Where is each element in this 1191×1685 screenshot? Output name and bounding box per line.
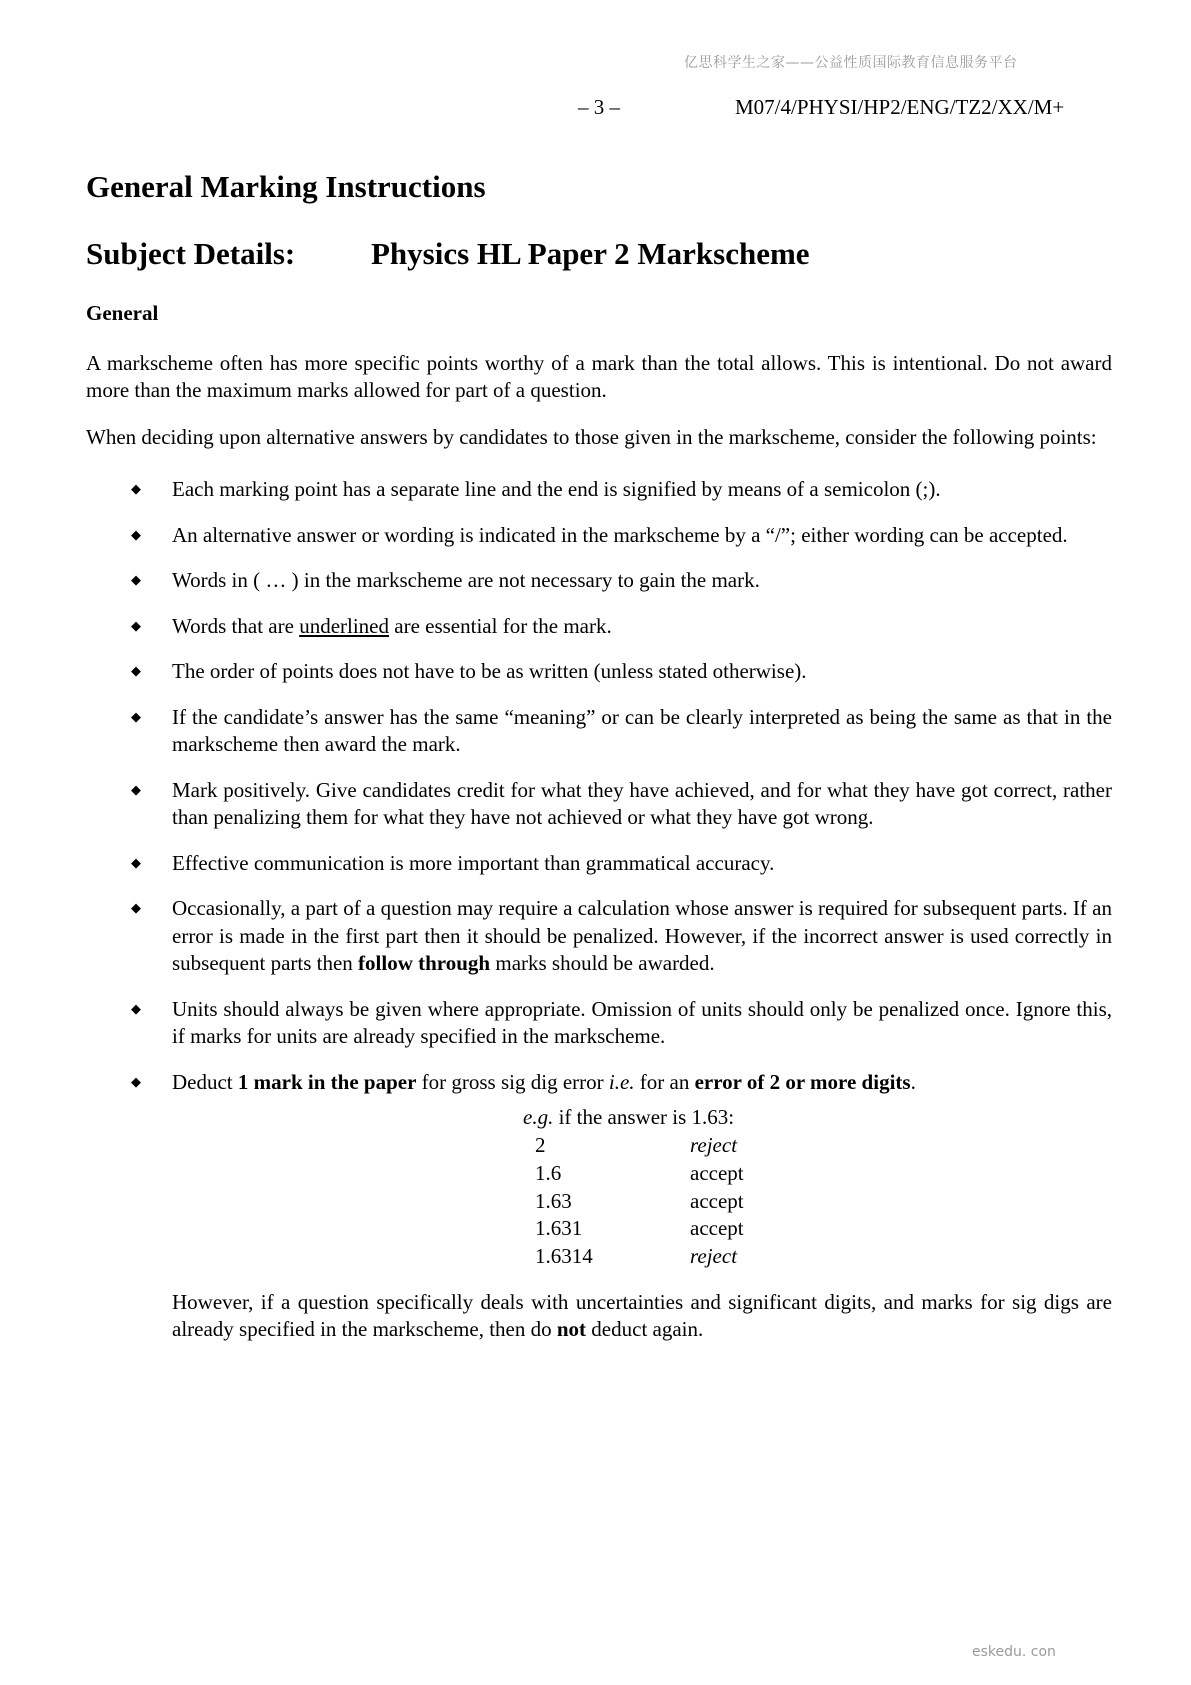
example-row: [523, 1243, 1112, 1271]
diamond-bullet-icon: ◆: [131, 782, 141, 798]
header-watermark: 亿思科学生之家——公益性质国际教育信息服务平台: [684, 55, 1018, 71]
italic-text: i.e.: [608, 1069, 635, 1094]
page-number: – 3 –: [578, 95, 620, 119]
example-value: 2: [535, 1132, 546, 1157]
diamond-bullet-icon: ◆: [131, 709, 141, 725]
italic-text: e.g.: [523, 1105, 554, 1130]
list-item-text: If the candidate’s answer has the same “meaning” or can be clearly interpreted as being the same as that in the markscheme then award the mark.: [172, 704, 1112, 757]
list-item-text: for gross sig dig error: [416, 1069, 609, 1094]
list-item-text: .: [910, 1069, 916, 1094]
example-verdict: accept: [690, 1188, 744, 1213]
bold-text: error of 2 or more digits: [694, 1069, 911, 1094]
document-code: M07/4/PHYSI/HP2/ENG/TZ2/XX/M+: [735, 95, 1065, 119]
sig-dig-example: [523, 1104, 1112, 1271]
list-item: [86, 895, 1112, 978]
list-item: [86, 850, 1112, 878]
list-item-text: Mark positively. Give candidates credit for what they have achieved, and for what they have got correct, rather than penalizing them for what they have not achieved or what they have got wrong.: [172, 777, 1112, 830]
list-item-text: Words that are: [172, 613, 300, 638]
diamond-bullet-icon: ◆: [131, 855, 141, 871]
example-rows: [523, 1132, 1112, 1271]
list-item: [86, 1069, 1112, 1097]
page-content: [86, 168, 1112, 1344]
list-item-text: Words in ( … ) in the markscheme are not necessary to gain the mark.: [172, 568, 760, 593]
list-item: [86, 613, 1112, 641]
footer-watermark: eskedu. con: [972, 1644, 1056, 1660]
bold-text: 1 mark in the paper: [237, 1069, 417, 1094]
example-verdict: reject: [690, 1244, 738, 1269]
example-verdict: accept: [690, 1216, 744, 1241]
section-heading: General: [86, 301, 159, 326]
example-value: 1.631: [535, 1216, 583, 1241]
example-intro-text: if the answer is 1.63:: [553, 1105, 735, 1130]
bold-text: not: [556, 1317, 587, 1342]
diamond-bullet-icon: ◆: [131, 901, 141, 917]
list-item: [86, 567, 1112, 595]
list-item: [86, 476, 1112, 504]
paragraph-intro: A markscheme often has more specific points worthy of a mark than the total allows. This is intentional. Do not award more than the maximum marks allowed for part of a question.: [86, 350, 1112, 403]
closing-paragraph: [172, 1289, 1112, 1344]
subject-label: Subject Details:: [86, 236, 296, 272]
diamond-bullet-icon: ◆: [131, 482, 141, 498]
example-verdict: reject: [690, 1132, 738, 1157]
marking-points-list: [86, 476, 1112, 1096]
list-item-text: Each marking point has a separate line and the end is signified by means of a semicolon (;).: [172, 477, 941, 502]
list-item-text: Units should always be given where appropriate. Omission of units should only be penalized once. Ignore this, if marks for units are already specified in the markscheme.: [172, 996, 1112, 1049]
list-item-text: Effective communication is more important than grammatical accuracy.: [172, 850, 775, 875]
list-item-text: Deduct: [172, 1069, 238, 1094]
list-item-text: Occasionally, a part of a question may require a calculation whose answer is required for subsequent parts. If an error is made in the first part then it should be penalized. However, if the incorrect answer is used correctly in subsequent parts then: [172, 896, 1112, 976]
diamond-bullet-icon: ◆: [131, 1074, 141, 1090]
list-item: [86, 704, 1112, 759]
closing-text: deduct again.: [586, 1317, 704, 1342]
underlined-text: underlined: [299, 613, 389, 638]
page-title: General Marking Instructions: [86, 169, 486, 204]
list-item-text: marks should be awarded.: [490, 951, 715, 976]
diamond-bullet-icon: ◆: [131, 618, 141, 634]
example-verdict: accept: [690, 1160, 744, 1185]
bold-text: follow through: [358, 951, 491, 976]
list-item: [86, 522, 1112, 550]
example-value: 1.6314: [535, 1244, 593, 1269]
example-row: [523, 1215, 1112, 1243]
diamond-bullet-icon: ◆: [131, 573, 141, 589]
list-item-text: for an: [634, 1069, 695, 1094]
paragraph-alternatives: When deciding upon alternative answers by candidates to those given in the markscheme, consider the following points:: [86, 424, 1097, 449]
list-item-text: The order of points does not have to be as written (unless stated otherwise).: [172, 659, 807, 684]
example-intro: [523, 1104, 1112, 1132]
example-row: [523, 1160, 1112, 1188]
diamond-bullet-icon: ◆: [131, 1001, 141, 1017]
example-value: 1.63: [535, 1188, 572, 1213]
example-value: 1.6: [535, 1160, 562, 1185]
subject-value: Physics HL Paper 2 Markscheme: [371, 236, 810, 272]
example-row: [523, 1132, 1112, 1160]
example-row: [523, 1188, 1112, 1216]
diamond-bullet-icon: ◆: [131, 664, 141, 680]
list-item-text: An alternative answer or wording is indicated in the markscheme by a “/”; either wording can be accepted.: [172, 522, 1068, 547]
diamond-bullet-icon: ◆: [131, 527, 141, 543]
subject-details: [86, 235, 1112, 272]
list-item: [86, 777, 1112, 832]
closing-text: However, if a question specifically deals with uncertainties and significant digits, and marks for sig digs are already specified in the markscheme, then do: [172, 1289, 1112, 1342]
list-item: [86, 658, 1112, 686]
list-item-text: are essential for the mark.: [389, 613, 612, 638]
list-item: [86, 996, 1112, 1051]
